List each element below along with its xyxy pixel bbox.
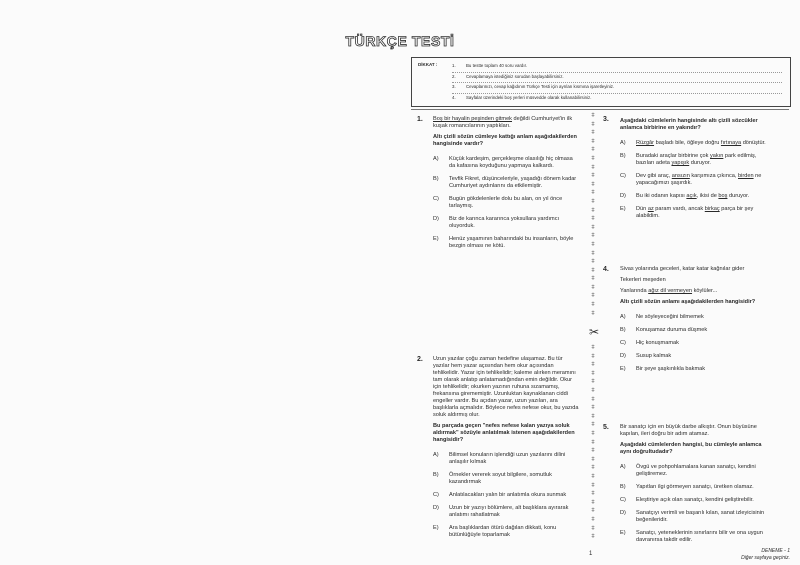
notice-item-number: 1. — [452, 63, 456, 68]
option-text-e: ne yapacağımızı şaşırdık. — [636, 173, 762, 186]
option-text: Bir şeye şaşkınlıkla bakmak — [636, 366, 706, 372]
option-letter: D) — [620, 510, 626, 516]
option-text: Sanatçı, yeteneklerinin sınırlarını bilir ve ona uygun davranırsa takdir edilir. — [636, 530, 763, 543]
answer-option — [620, 484, 770, 491]
divider-mark: ǂ — [591, 439, 595, 446]
option-text: Uzun bir yazıyı bölümlere, alt başlıklara ayırarak anlatımı rahatlatmak — [449, 505, 569, 518]
question-3 — [620, 116, 770, 226]
divider-mark: ǂ — [591, 155, 595, 162]
divider-mark: ǂ — [591, 362, 595, 369]
q1-options — [433, 156, 580, 250]
divider-mark: ǂ — [591, 370, 595, 377]
divider-mark: ǂ — [591, 293, 595, 300]
option-text-e: dönüştür. — [741, 140, 766, 146]
q2-question: Bu parçada geçen "nefes nefese kalan yazıya soluk aldırmak" sözüyle anlatılmak istenen aşağıdakilerden hangisidir? — [433, 423, 575, 443]
option-underlined-2: boş — [718, 193, 728, 199]
answer-option — [433, 492, 580, 499]
divider-mark: ǂ — [591, 233, 595, 240]
q5-stem: Bir sanatçı için en büyük darbe alkıştır. Onun büyüsüne kapılan, ileri doğru bir adım atamaz. — [620, 424, 757, 437]
answer-option — [620, 153, 770, 167]
divider-mark: ǂ — [591, 216, 595, 223]
divider-mark: ǂ — [591, 508, 595, 515]
answer-option — [433, 216, 580, 230]
option-letter: B) — [620, 153, 626, 159]
answer-option — [433, 236, 580, 250]
option-text: Sanatçıyı verimli ve başarılı kılan, sanat izleyicisinin beğenileridir. — [636, 510, 765, 523]
notice-item — [452, 83, 782, 94]
option-text: Hiç konuşmamak — [636, 340, 679, 346]
option-letter: C) — [620, 497, 626, 503]
divider-mark: ǂ — [591, 516, 595, 523]
option-letter: B) — [620, 484, 626, 490]
divider-mark: ǂ — [591, 491, 595, 498]
option-text-e: duruyor. — [727, 193, 750, 199]
answer-option — [433, 505, 580, 519]
option-letter: D) — [433, 505, 439, 511]
divider-mark: ǂ — [591, 310, 595, 317]
option-letter: C) — [620, 173, 626, 179]
answer-option — [620, 340, 770, 347]
q2-number: 2. — [417, 356, 423, 363]
q1-question: Altı çizili sözün cümleye kattığı anlam aşağıdakilerden hangisinde vardır? — [433, 134, 577, 147]
divider-mark: ǂ — [591, 525, 595, 532]
option-letter: A) — [620, 464, 626, 470]
divider-mark: ǂ — [591, 267, 595, 274]
option-text: Ara başlıklardan ötürü dağılan dikkati, konu bütünlüğüyle toparlamak — [449, 525, 557, 538]
option-text: Yapıtları ilgi görmeyen sanatçı, üretken olamaz. — [636, 484, 754, 490]
divider-mark: ǂ — [591, 396, 595, 403]
answer-option — [620, 464, 770, 478]
q3-options — [620, 140, 770, 220]
scissors-icon: ✂ — [589, 325, 600, 339]
answer-option — [433, 196, 580, 210]
notice-item-number: 2. — [452, 73, 456, 79]
notice-item-text: Sayfalar üzerindeki boş yerleri müsvedde olarak kullanabilirsiniz. — [466, 94, 592, 100]
divider-mark: ǂ — [591, 448, 595, 455]
divider-mark: ǂ — [591, 259, 595, 266]
question-1 — [433, 116, 580, 256]
notice-item — [452, 73, 782, 84]
footer-right — [741, 548, 790, 562]
answer-option — [620, 366, 770, 373]
q5-number: 5. — [603, 424, 609, 431]
divider-mark: ǂ — [591, 482, 595, 489]
q5-question: Aşağıdaki cümlelerden hangisi, bu cümleyle anlamca aynı doğrultudadır? — [620, 442, 762, 455]
option-letter: E) — [620, 530, 626, 536]
notice-list — [452, 62, 782, 103]
option-letter: A) — [620, 314, 626, 320]
q4-line-3 — [620, 288, 770, 295]
divider-mark: ǂ — [591, 241, 595, 248]
option-text: Eleştiriye açık olan sanatçı, kendini geliştirebilir. — [636, 497, 754, 503]
option-text: Örnekler vererek soyut bilgilere, somutluk kazandırmak — [449, 472, 552, 485]
option-text: Anlatılacakları yalın bir anlatımla okura sunmak — [449, 492, 567, 498]
notice-item-number: 3. — [452, 84, 456, 89]
next-page-note: Diğer sayfaya geçiniz. — [741, 555, 790, 561]
answer-option — [620, 173, 770, 187]
option-letter: A) — [620, 140, 626, 146]
divider-mark: ǂ — [591, 284, 595, 291]
q1-number: 1. — [417, 116, 423, 123]
divider-mark: ǂ — [591, 405, 595, 412]
option-text-m: karşımıza çıkınca, — [689, 173, 738, 179]
answer-option — [433, 156, 580, 170]
divider-mark: ǂ — [591, 198, 595, 205]
q1-stem-rest: değildi Cumhuriyet'in ilk kuşak romancılarının yaptıkları. — [433, 116, 573, 129]
divider-mark: ǂ — [591, 173, 595, 180]
option-text: Konuşamaz duruma düşmek — [636, 327, 708, 333]
divider-mark: ǂ — [591, 456, 595, 463]
option-letter: E) — [620, 366, 626, 372]
q4-line-3-a: Yanlarında — [620, 288, 649, 294]
option-text-e: duruyor. — [689, 160, 711, 166]
notice-item — [452, 62, 782, 73]
option-text: Biz de karınca kararınca yoksullara yardımcı oluyorduk. — [449, 216, 560, 229]
option-text: Küçük kardeşim, gerçekleşme olasılığı hiç olmasa da kafasına koyduğunu yapmaya kalkardı. — [449, 156, 573, 169]
option-underlined-2: yapışık — [671, 160, 690, 166]
notice-item-text: Cevaplamaya istediğiniz sorudan başlayabilirsiniz. — [466, 73, 564, 79]
q5-options — [620, 464, 770, 544]
option-text: Bilimsel konuların işlendiği uzun yazılarını dilini anlaşılır kılmak — [449, 452, 566, 465]
divider-mark: ǂ — [591, 499, 595, 506]
divider-mark: ǂ — [591, 113, 595, 119]
divider-mark: ǂ — [591, 388, 595, 394]
divider-mark: ǂ — [591, 224, 595, 231]
answer-option — [620, 193, 770, 200]
divider-mark: ǂ — [591, 130, 595, 137]
option-letter: E) — [620, 206, 626, 212]
option-text-m: park edilmiş, bazıları adeta — [636, 153, 757, 166]
option-underlined-1: açık — [686, 193, 697, 199]
answer-option — [620, 510, 770, 524]
option-text: Övgü ve pohpohlamalara kanan sanatçı, kendini geliştiremez. — [636, 464, 756, 477]
divider-mark: ǂ — [591, 164, 595, 171]
notice-box — [411, 57, 791, 107]
option-text: Susup kalmak — [636, 353, 672, 359]
answer-option — [620, 206, 770, 220]
option-text-a: Dev gibi araç, — [636, 173, 672, 179]
question-2 — [433, 356, 580, 545]
answer-option — [433, 525, 580, 539]
divider-mark: ǂ — [591, 250, 595, 257]
divider-mark: ǂ — [591, 276, 595, 283]
option-letter: A) — [433, 156, 439, 162]
option-text-a: Bu iki odanın kapısı — [636, 193, 687, 199]
option-text: Ne söyleyeceğini bilmemek — [636, 314, 704, 320]
divider-mark: ǂ — [591, 190, 595, 197]
option-letter: C) — [620, 340, 626, 346]
option-letter: B) — [433, 472, 439, 478]
option-underlined-1: az — [647, 206, 654, 212]
divider-mark: ǂ — [591, 473, 595, 480]
divider-mark: ǂ — [591, 138, 595, 145]
q4-line-3-b: köylüler... — [692, 288, 718, 294]
q4-number: 4. — [603, 266, 609, 273]
answer-option — [620, 327, 770, 334]
divider-mark: ǂ — [591, 430, 595, 437]
option-letter: E) — [433, 525, 439, 531]
divider-mark: ǂ — [591, 534, 595, 541]
q1-underlined: Boş bir hayalin peşinden gitmek — [433, 116, 512, 122]
option-letter: D) — [620, 193, 626, 199]
divider-mark: ǂ — [591, 353, 595, 360]
answer-option — [620, 314, 770, 321]
option-letter: B) — [620, 327, 626, 333]
q3-question: Aşağıdaki cümlelerin hangisinde altı çizili sözcükler anlamca birbirine en yakındır? — [620, 118, 758, 131]
answer-option — [433, 472, 580, 486]
option-letter: D) — [433, 216, 439, 222]
answer-option — [620, 353, 770, 360]
option-underlined-1: ansızın — [671, 173, 690, 179]
page-number: 1 — [589, 551, 593, 557]
divider-mark: ǂ — [591, 345, 595, 352]
answer-option — [433, 452, 580, 466]
option-text-e: parça bir şey alabildim. — [636, 206, 754, 219]
top-rule — [411, 109, 789, 110]
option-letter: C) — [433, 196, 439, 202]
option-underlined-1: Rüzgâr — [636, 140, 655, 146]
divider-mark: ǂ — [591, 413, 595, 420]
divider-mark: ǂ — [591, 379, 595, 386]
q4-line-2: Tekerleri meşeden — [620, 277, 666, 283]
notice-label: DİKKAT : — [418, 62, 438, 67]
option-text-m: param vardı, ancak — [653, 206, 705, 212]
option-text-a: Dün — [636, 206, 648, 212]
option-letter: C) — [433, 492, 439, 498]
answer-option — [620, 530, 770, 544]
question-5 — [620, 424, 770, 550]
divider-mark: ǂ — [591, 465, 595, 472]
divider-mark: ǂ — [591, 181, 595, 188]
q4-underlined: ağız dil vermeyen — [648, 288, 693, 294]
option-underlined-2: birkaç — [704, 206, 720, 212]
option-letter: D) — [620, 353, 626, 359]
question-4 — [620, 266, 770, 379]
option-underlined-2: fırtınaya — [720, 140, 742, 146]
option-underlined-1: yakın — [710, 153, 724, 159]
q3-number: 3. — [603, 116, 609, 123]
option-text-a: Buradaki araçlar birbirine çok — [636, 153, 710, 159]
notice-item — [452, 94, 782, 104]
q2-options — [433, 452, 580, 539]
divider-mark: ǂ — [591, 147, 595, 154]
option-underlined-2: birden — [738, 173, 754, 179]
divider-mark: ǂ — [591, 422, 595, 429]
q4-options — [620, 314, 770, 373]
option-text: Bugün gökdelenlerle dolu bu alan, on yıl önce tarlaymış. — [449, 196, 563, 209]
q4-line-1: Sivas yolarında geceleri, katar katar kağnılar gider — [620, 266, 745, 272]
option-letter: B) — [433, 176, 439, 182]
notice-item-text: Cevaplarınızı, cevap kağıdının Türkçe Testi için ayrılan kısmına işaretleyiniz. — [466, 84, 615, 89]
answer-option — [433, 176, 580, 190]
option-text-m: başladı bile, öğleye doğru — [654, 140, 721, 146]
q4-question: Altı çizili sözün anlamı aşağıdakilerden hangisidir? — [620, 299, 756, 305]
divider-mark: ǂ — [591, 121, 595, 128]
deneme-label: DENEME - 1 — [761, 548, 790, 554]
notice-item-number: 4. — [452, 94, 456, 100]
option-letter: A) — [433, 452, 439, 458]
notice-item-text: Bu testte toplam 40 soru vardır. — [466, 63, 528, 68]
answer-option — [620, 497, 770, 504]
q2-stem: Uzun yazılar çoğu zaman hedefine ulaşamaz. Bu tür yazılar hem yazar açısından hem okur açısından tehlikelidir. Yazar için tehlikelidir; kaleme alırken meramını tam olarak anlatıp anlatamadığından emin değildir. Okur için tehlikelidir; okurken yazının ruhuna sızamamış, frekansına girememiştir. Uzunluktan kaynaklanan ciddi engeller vardır. Bu açıdan yazar, uzun yazıları, ara başlıklarla açmalıdır. Böylece nefes nefese okur, bu yazıda soluk aldırmış olur. — [433, 356, 579, 418]
answer-option — [620, 140, 770, 147]
option-text: Henüz yaşamının baharındaki bu insanların, böyle bezgin olması ne kötü. — [449, 236, 574, 249]
option-text: Tevfik Fikret, düşünceleriyle, yaşadığı dönem kadar Cumhuriyet aydınlarını da etkilemiştir. — [449, 176, 577, 189]
divider-mark: ǂ — [591, 207, 595, 214]
page-title: TÜRKÇE TESTİ — [345, 33, 455, 49]
option-text-m: , ikisi de — [696, 193, 719, 199]
option-letter: E) — [433, 236, 439, 242]
divider-mark: ǂ — [591, 302, 595, 309]
q1-stem — [433, 116, 580, 130]
